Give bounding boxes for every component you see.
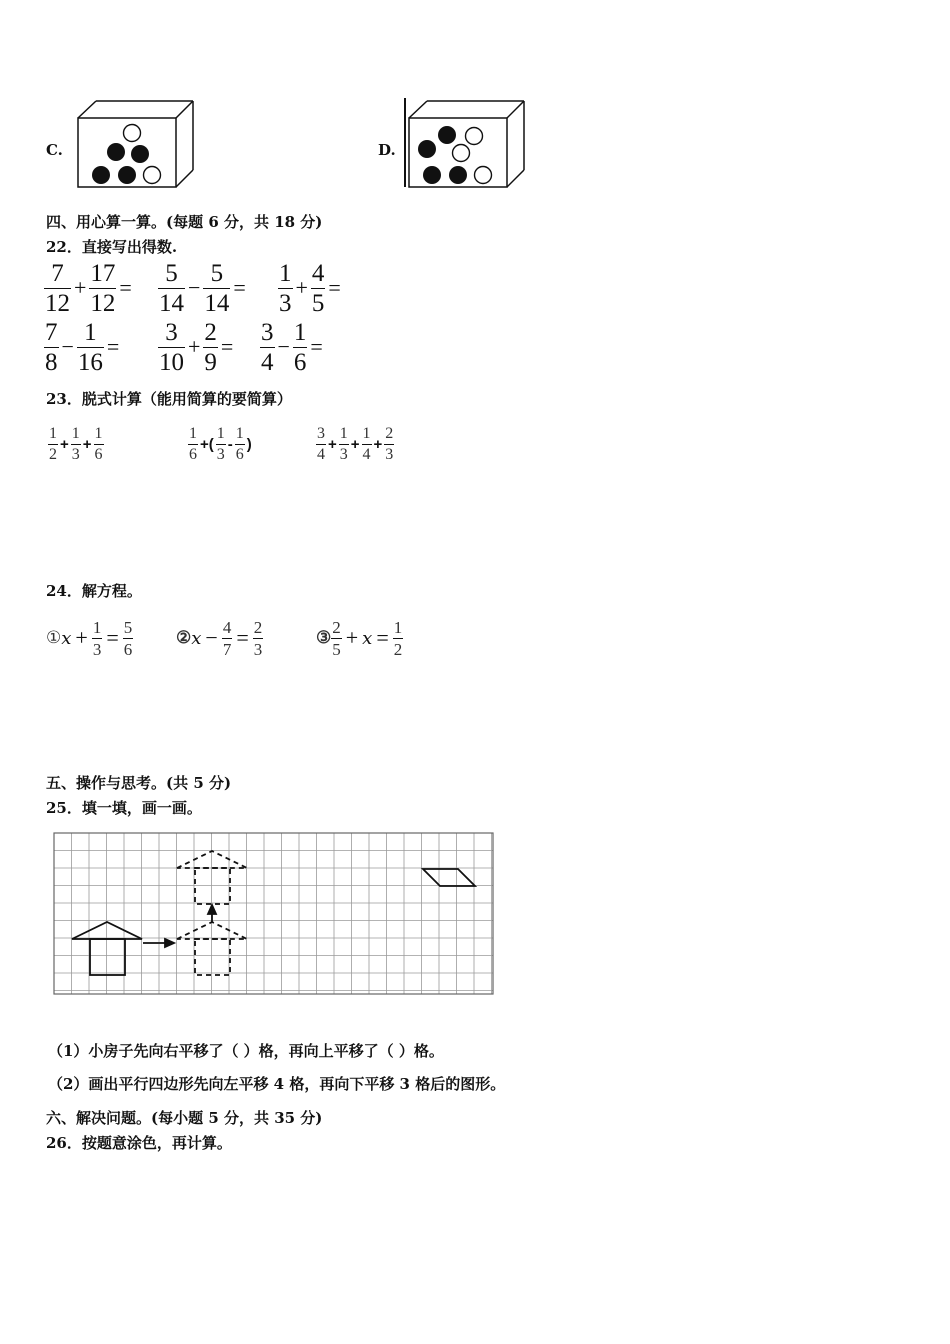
black-ball: [107, 143, 125, 161]
white-ball: [144, 167, 161, 184]
q23-expression-2: $\frac{1}{6}$ +( $\frac{1}{3}$ - $\frac{1}{6}$ ): [189, 424, 252, 463]
small-house: [72, 922, 142, 975]
section4-title: 四、用心算一算。(每题 6 分，共 18 分): [46, 213, 323, 231]
section5-title: 五、操作与思考。(共 5 分): [46, 774, 232, 792]
black-ball: [118, 166, 136, 184]
translation-grid-figure: [50, 830, 498, 998]
q24-equation-3: ③ $\frac{2}{5}$ + x = $\frac{1}{2}$: [316, 617, 403, 659]
q22-item-3: $\frac{1}{3}$ + $\frac{4}{5}$ =: [279, 259, 341, 317]
dashed-house-moved-up: [177, 851, 247, 904]
white-ball: [453, 145, 470, 162]
q23-label: 23．脱式计算（能用简算的要简算）: [46, 390, 292, 408]
q23-expression-3: $\frac{3}{4}$ + $\frac{1}{3}$ + $\frac{1}{4}$ + $\frac{2}{3}$: [317, 424, 394, 463]
grid-lines: [54, 833, 493, 994]
q22-item-5: $\frac{3}{10}$ + $\frac{2}{9}$ =: [159, 318, 234, 376]
q22-label: 22．直接写出得数.: [46, 238, 178, 256]
section6-title: 六、解决问题。(每小题 5 分，共 35 分): [46, 1109, 323, 1127]
black-ball: [92, 166, 110, 184]
white-ball: [475, 167, 492, 184]
parallelogram-shape: [423, 869, 475, 886]
dashed-house-moved-right: [177, 922, 247, 975]
q25-label: 25．填一填，画一画。: [46, 799, 202, 817]
q24-equation-1: ① x + $\frac{1}{3}$ = $\frac{5}{6}$: [46, 617, 133, 659]
q24-equation-2: ② x − $\frac{4}{7}$ = $\frac{2}{3}$: [176, 617, 263, 659]
black-ball: [418, 140, 436, 158]
q22-item-2: $\frac{5}{14}$ − $\frac{5}{14}$ =: [159, 259, 246, 317]
option-c-box-figure: [70, 98, 196, 190]
q22-item-6: $\frac{3}{4}$ − $\frac{1}{6}$ =: [261, 318, 323, 376]
white-ball: [124, 125, 141, 142]
q22-item-4: $\frac{7}{8}$ − $\frac{1}{16}$ =: [45, 318, 120, 376]
grid-border: [54, 833, 493, 994]
q25-sub1: （1）小房子先向右平移了（ ）格，再向上平移了（ ）格。: [48, 1042, 444, 1060]
q25-sub2: （2）画出平行四边形先向左平移 4 格，再向下平移 3 格后的图形。: [48, 1075, 506, 1093]
option-d-label: D.: [378, 141, 396, 159]
q26-label: 26．按题意涂色，再计算。: [46, 1134, 232, 1152]
arrow-up-icon: [208, 905, 216, 922]
q22-item-1: $\frac{7}{12}$ + $\frac{17}{12}$ =: [45, 259, 132, 317]
arrow-right-icon: [143, 939, 174, 947]
black-ball: [438, 126, 456, 144]
black-ball: [449, 166, 467, 184]
white-ball: [466, 128, 483, 145]
q23-expression-1: $\frac{1}{2}$ + $\frac{1}{3}$ + $\frac{1}{6}$: [49, 424, 103, 463]
black-ball: [131, 145, 149, 163]
q24-label: 24．解方程。: [46, 582, 142, 600]
option-d-box-figure: [401, 98, 529, 190]
black-ball: [423, 166, 441, 184]
option-c-label: C.: [46, 141, 63, 159]
